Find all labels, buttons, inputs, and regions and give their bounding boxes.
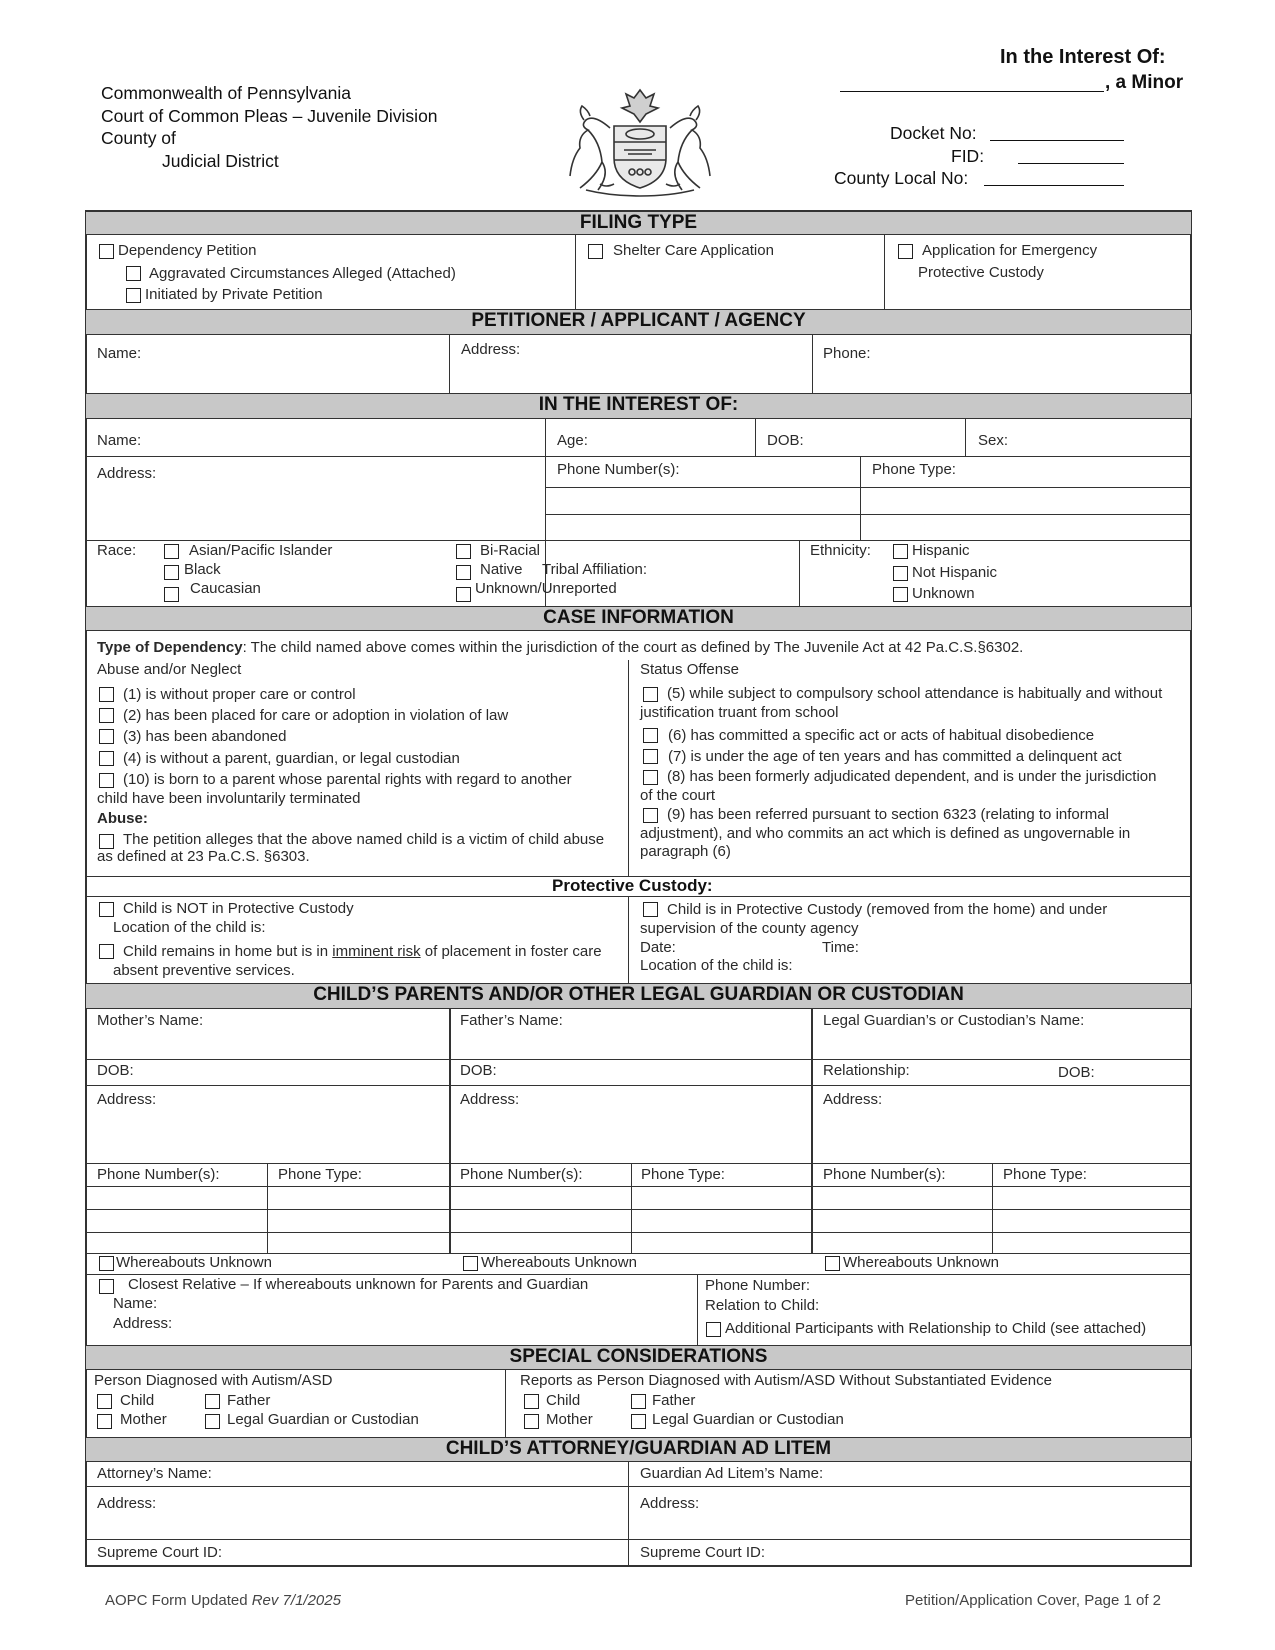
remains-home-checkbox[interactable] (99, 944, 114, 959)
relative-name-label: Name: (113, 1295, 158, 1312)
item10-label: (10) is born to a parent whose parental rights with regard to another child have been involuntarily terminated (97, 771, 572, 807)
item4-checkbox[interactable] (99, 751, 114, 766)
father-whereabouts-label: Whereabouts Unknown (481, 1254, 637, 1271)
divider (575, 235, 576, 309)
filing-type-band: FILING TYPE (86, 211, 1191, 235)
closest-relative-label: Closest Relative – If whereabouts unknown for Parents and Guardian (128, 1276, 589, 1293)
private-petition-label: Initiated by Private Petition (145, 286, 323, 303)
guardian-whereabouts-label: Whereabouts Unknown (843, 1254, 999, 1271)
divider (992, 1163, 993, 1253)
divider (449, 335, 450, 393)
type-of-dependency-label: Type of Dependency (97, 639, 243, 656)
additional-participants-checkbox[interactable] (706, 1322, 721, 1337)
autism-child-checkbox[interactable] (97, 1394, 112, 1409)
guardian-name-label: Legal Guardian’s or Custodian’s Name: (823, 1012, 1085, 1029)
item7-checkbox[interactable] (643, 749, 658, 764)
reports-mother-checkbox[interactable] (524, 1414, 539, 1429)
abuse-text: The petition alleges that the above named child is a victim of child abuse as defined at 23 Pa.C.S. §6303. (97, 831, 605, 865)
reports-heading: Reports as Person Diagnosed with Autism/ASD Without Substantiated Evidence (520, 1372, 1052, 1389)
divider (86, 1274, 1191, 1275)
child-dob-label: DOB: (767, 432, 804, 449)
petitioner-address-label: Address: (461, 341, 521, 358)
county-text: County of (101, 128, 176, 148)
petitioner-phone-label: Phone: (823, 345, 871, 362)
dependency-petition-checkbox[interactable] (99, 244, 114, 259)
ethnicity-hispanic-label: Hispanic (912, 542, 970, 559)
divider (860, 456, 861, 540)
race-biracial-checkbox[interactable] (456, 544, 471, 559)
parents-band: CHILD’S PARENTS AND/OR OTHER LEGAL GUARDIAN OR CUSTODIAN (86, 983, 1191, 1009)
location2-label: Location of the child is: (640, 957, 793, 974)
autism-mother-checkbox[interactable] (97, 1414, 112, 1429)
item7-label: (7) is under the age of ten years and has committed a delinquent act (668, 748, 1122, 765)
father-address-label: Address: (460, 1091, 520, 1108)
autism-child-label: Child (120, 1392, 155, 1409)
gal-supreme-label: Supreme Court ID: (640, 1544, 766, 1561)
divider (86, 456, 1191, 457)
autism-mother-label: Mother (120, 1411, 167, 1428)
child-address-label: Address: (97, 465, 157, 482)
reports-father-checkbox[interactable] (631, 1394, 646, 1409)
autism-guardian-label: Legal Guardian or Custodian (227, 1411, 419, 1428)
reports-child-label: Child (546, 1392, 581, 1409)
autism-father-checkbox[interactable] (205, 1394, 220, 1409)
guardian-phone-type-label: Phone Type: (1003, 1166, 1087, 1183)
relative-phone-label: Phone Number: (705, 1277, 811, 1294)
ethnicity-unknown-label: Unknown (912, 585, 975, 602)
dependency-petition-label: Dependency Petition (118, 242, 257, 259)
race-native-checkbox[interactable] (456, 565, 471, 580)
closest-relative-checkbox[interactable] (99, 1279, 114, 1294)
divider (86, 1486, 1191, 1487)
abuse-neglect-heading: Abuse and/or Neglect (97, 661, 242, 678)
divider (267, 1163, 268, 1253)
mother-address-label: Address: (97, 1091, 157, 1108)
attorney-address-label: Address: (97, 1495, 157, 1512)
type-of-dependency-text: : The child named above comes within the jurisdiction of the court as defined by The Juvenile Act at 42 Pa.C.S.§6302. (242, 639, 1024, 656)
item9-label: (9) has been referred pursuant to section 6323 (relating to informal adjustment), and who commits an act which is defined as ungovernable in paragraph (6) (640, 806, 1131, 860)
special-band: SPECIAL CONSIDERATIONS (86, 1345, 1191, 1370)
divider (86, 896, 1191, 897)
divider (545, 514, 1191, 515)
tribal-affiliation-label: Tribal Affiliation: (542, 561, 648, 578)
divider (799, 540, 800, 606)
ethnicity-hispanic-checkbox[interactable] (893, 544, 908, 559)
reports-guardian-checkbox[interactable] (631, 1414, 646, 1429)
divider (628, 896, 629, 984)
docket-label: Docket No: (890, 123, 977, 143)
father-name-label: Father’s Name: (460, 1012, 563, 1029)
attorney-supreme-label: Supreme Court ID: (97, 1544, 223, 1561)
item2-label: (2) has been placed for care or adoption in violation of law (123, 707, 509, 724)
custody-date-label: Date: (640, 939, 676, 956)
county-local-line[interactable] (984, 185, 1124, 186)
pennsylvania-seal-icon (550, 84, 730, 200)
reports-guardian-label: Legal Guardian or Custodian (652, 1411, 844, 1428)
divider (545, 487, 1191, 488)
race-unknown-checkbox[interactable] (456, 587, 471, 602)
revision-date: Rev 7/1/2025 (251, 1592, 341, 1609)
race-caucasian-label: Caucasian (190, 580, 261, 597)
petitioner-band: PETITIONER / APPLICANT / AGENCY (86, 309, 1191, 335)
location-label: Location of the child is: (113, 919, 266, 936)
type-of-dependency (97, 639, 1023, 657)
private-petition-checkbox[interactable] (126, 288, 141, 303)
not-in-custody-checkbox[interactable] (99, 902, 114, 917)
district-text: Judicial District (162, 150, 279, 171)
item6-label: (6) has committed a specific act or acts of habitual disobedience (668, 727, 1095, 744)
father-whereabouts-checkbox[interactable] (463, 1256, 478, 1271)
relation-label: Relation to Child: (705, 1297, 820, 1314)
father-phone-numbers-label: Phone Number(s): (460, 1166, 583, 1183)
divider (631, 1163, 632, 1253)
item1-label: (1) is without proper care or control (123, 686, 356, 703)
guardian-address-label: Address: (823, 1091, 883, 1108)
autism-guardian-checkbox[interactable] (205, 1414, 220, 1429)
court-header (101, 82, 438, 172)
reports-mother-label: Mother (546, 1411, 593, 1428)
item4-label: (4) is without a parent, guardian, or legal custodian (123, 750, 460, 767)
emergency-label-1: Application for Emergency (922, 242, 1098, 259)
child-phone-numbers-label: Phone Number(s): (557, 461, 680, 478)
attorney-name-label: Attorney’s Name: (97, 1465, 212, 1482)
father-phone-type-label: Phone Type: (641, 1166, 725, 1183)
divider (628, 1462, 629, 1566)
divider (86, 1085, 1191, 1086)
item8-label: (8) has been formerly adjudicated dependent, and is under the jurisdiction of the court (640, 768, 1157, 804)
petitioner-name-label: Name: (97, 345, 142, 362)
child-age-label: Age: (557, 432, 588, 449)
autism-heading: Person Diagnosed with Autism/ASD (94, 1372, 333, 1389)
divider (812, 335, 813, 393)
mother-phone-type-label: Phone Type: (278, 1166, 362, 1183)
case-info-band: CASE INFORMATION (86, 606, 1191, 631)
form-updated-text: AOPC Form Updated (105, 1592, 252, 1609)
autism-father-label: Father (227, 1392, 271, 1409)
divider (86, 1163, 1191, 1164)
court-text: Court of Common Pleas – Juvenile Division (101, 105, 438, 126)
interest-of-heading: In the Interest Of: (1000, 46, 1166, 68)
additional-participants-label: Additional Participants with Relationship to Child (see attached) (725, 1320, 1147, 1337)
not-in-custody-label: Child is NOT in Protective Custody (123, 900, 354, 917)
mother-name-label: Mother’s Name: (97, 1012, 204, 1029)
custody-time-label: Time: (822, 939, 859, 956)
race-unknown-label: Unknown/Unreported (475, 580, 617, 597)
emergency-label-2: Protective Custody (918, 264, 1044, 281)
ethnicity-not-hispanic-checkbox[interactable] (893, 566, 908, 581)
item3-label: (3) has been abandoned (123, 728, 287, 745)
divider (86, 1209, 1191, 1210)
divider (86, 540, 1191, 541)
child-name-label: Name: (97, 432, 142, 449)
abuse-label: Abuse: (97, 810, 148, 827)
divider (812, 1009, 813, 1253)
race-label: Race: (97, 542, 137, 559)
mother-dob-label: DOB: (97, 1062, 134, 1079)
divider (86, 1539, 1191, 1540)
gal-address-label: Address: (640, 1495, 700, 1512)
status-offense-heading: Status Offense (640, 661, 739, 678)
remains-text-b: of placement in foster care absent preventive services. (113, 943, 602, 979)
divider (884, 235, 885, 309)
race-black-checkbox[interactable] (164, 565, 179, 580)
guardian-whereabouts-checkbox[interactable] (825, 1256, 840, 1271)
child-sex-label: Sex: (978, 432, 1009, 449)
remains-text-imminent: imminent risk (332, 943, 421, 960)
reports-child-checkbox[interactable] (524, 1394, 539, 1409)
divider (755, 419, 756, 456)
in-custody-label: Child is in Protective Custody (removed from the home) and under supervision of the county agency (640, 901, 1108, 937)
child-phone-type-label: Phone Type: (872, 461, 956, 478)
aggravated-label: Aggravated Circumstances Alleged (Attached) (149, 265, 456, 282)
divider (697, 1274, 698, 1345)
mother-whereabouts-label: Whereabouts Unknown (116, 1254, 272, 1271)
county-local-label: County Local No: (834, 168, 969, 188)
ethnicity-label: Ethnicity: (810, 542, 871, 559)
divider (86, 1059, 1191, 1060)
fid-label: FID: (951, 146, 985, 166)
fid-line[interactable] (1018, 163, 1124, 164)
remains-home-label (113, 942, 613, 980)
race-asian-label: Asian/Pacific Islander (189, 542, 333, 559)
item5-label: (5) while subject to compulsory school attendance is habitually and without justification truant from school (640, 685, 1163, 721)
form-revision (105, 1592, 341, 1609)
father-dob-label: DOB: (460, 1062, 497, 1079)
aggravated-checkbox[interactable] (126, 266, 141, 281)
divider (505, 1370, 506, 1438)
remains-text-a: Child remains in home but is in (123, 943, 333, 960)
divider (86, 1232, 1191, 1233)
divider (86, 1186, 1191, 1187)
item6-checkbox[interactable] (643, 728, 658, 743)
relationship-label: Relationship: (823, 1062, 910, 1079)
docket-line[interactable] (990, 140, 1124, 141)
divider (628, 660, 629, 876)
minor-name-line[interactable] (840, 91, 1104, 92)
attorney-band: CHILD’S ATTORNEY/GUARDIAN AD LITEM (86, 1437, 1191, 1462)
relative-address-label: Address: (113, 1315, 173, 1332)
ethnicity-unknown-checkbox[interactable] (893, 587, 908, 602)
race-native-label: Native (480, 561, 523, 578)
item1-checkbox[interactable] (99, 687, 114, 702)
item3-checkbox[interactable] (99, 729, 114, 744)
gal-name-label: Guardian Ad Litem’s Name: (640, 1465, 824, 1482)
protective-custody-heading: Protective Custody: (552, 876, 713, 895)
item2-checkbox[interactable] (99, 708, 114, 723)
interest-band: IN THE INTEREST OF: (86, 393, 1191, 419)
emergency-custody-checkbox[interactable] (898, 244, 913, 259)
divider (965, 419, 966, 456)
mother-whereabouts-checkbox[interactable] (99, 1256, 114, 1271)
page-number: Petition/Application Cover, Page 1 of 2 (905, 1592, 1161, 1609)
race-caucasian-checkbox[interactable] (164, 587, 179, 602)
race-biracial-label: Bi-Racial (480, 542, 541, 559)
guardian-dob-label: DOB: (1058, 1064, 1095, 1081)
reports-father-label: Father (652, 1392, 696, 1409)
divider (450, 1009, 451, 1253)
shelter-care-checkbox[interactable] (588, 244, 603, 259)
mother-phone-numbers-label: Phone Number(s): (97, 1166, 220, 1183)
ethnicity-not-hispanic-label: Not Hispanic (912, 564, 998, 581)
shelter-care-label: Shelter Care Application (613, 242, 774, 259)
race-black-label: Black (184, 561, 221, 578)
a-minor-text: , a Minor (1105, 72, 1184, 93)
guardian-phone-numbers-label: Phone Number(s): (823, 1166, 946, 1183)
race-asian-checkbox[interactable] (164, 544, 179, 559)
commonwealth-text: Commonwealth of Pennsylvania (101, 83, 351, 103)
